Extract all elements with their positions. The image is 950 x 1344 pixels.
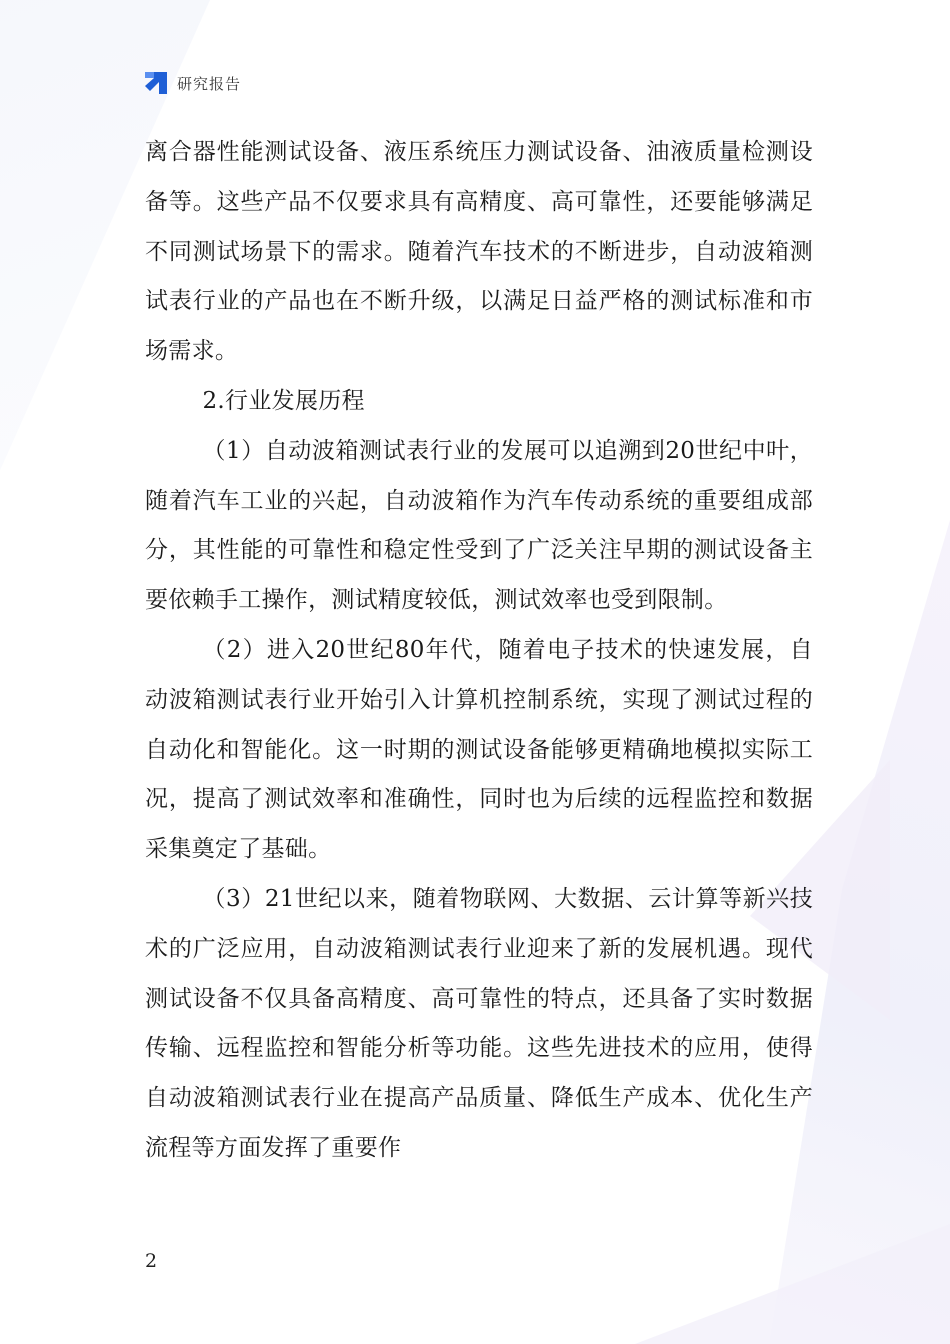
document-body <box>145 128 813 1174</box>
paragraph-3: （3）21世纪以来，随着物联网、大数据、云计算等新兴技术的广泛应用，自动波箱测试表行业迎来了新的发展机遇。现代测试设备不仅具备高精度、高可靠性的特点，还具备了实时数据传输、远程监控和智能分析等功能。这些先进技术的应用，使得自动波箱测试表行业在提高产品质量、降低生产成本、优化生产流程等方面发挥了重要作 <box>145 885 813 1161</box>
page-number: 2 <box>145 1250 158 1272</box>
section-heading: 2.行业发展历程 <box>202 387 365 414</box>
header-title: 研究报告 <box>177 74 242 93</box>
report-header <box>143 70 241 96</box>
arrow-up-right-icon <box>143 70 169 96</box>
paragraph-continuation: 离合器性能测试设备、液压系统压力测试设备、油液质量检测设备等。这些产品不仅要求具有高精度、高可靠性，还要能够满足不同测试场景下的需求。随着汽车技术的不断进步，自动波箱测试表行业的产品也在不断升级，以满足日益严格的测试标准和市场需求。 <box>145 139 813 365</box>
paragraph-1: （1）自动波箱测试表行业的发展可以追溯到20世纪中叶，随着汽车工业的兴起，自动波箱作为汽车传动系统的重要组成部分，其性能的可靠性和稳定性受到了广泛关注早期的测试设备主要依赖手工操作，测试精度较低，测试效率也受到限制。 <box>145 437 813 614</box>
paragraph-2: （2）进入20世纪80年代，随着电子技术的快速发展，自动波箱测试表行业开始引入计算机控制系统，实现了测试过程的自动化和智能化。这一时期的测试设备能够更精确地模拟实际工况，提高了测试效率和准确性，同时也为后续的远程监控和数据采集奠定了基础。 <box>145 636 813 863</box>
